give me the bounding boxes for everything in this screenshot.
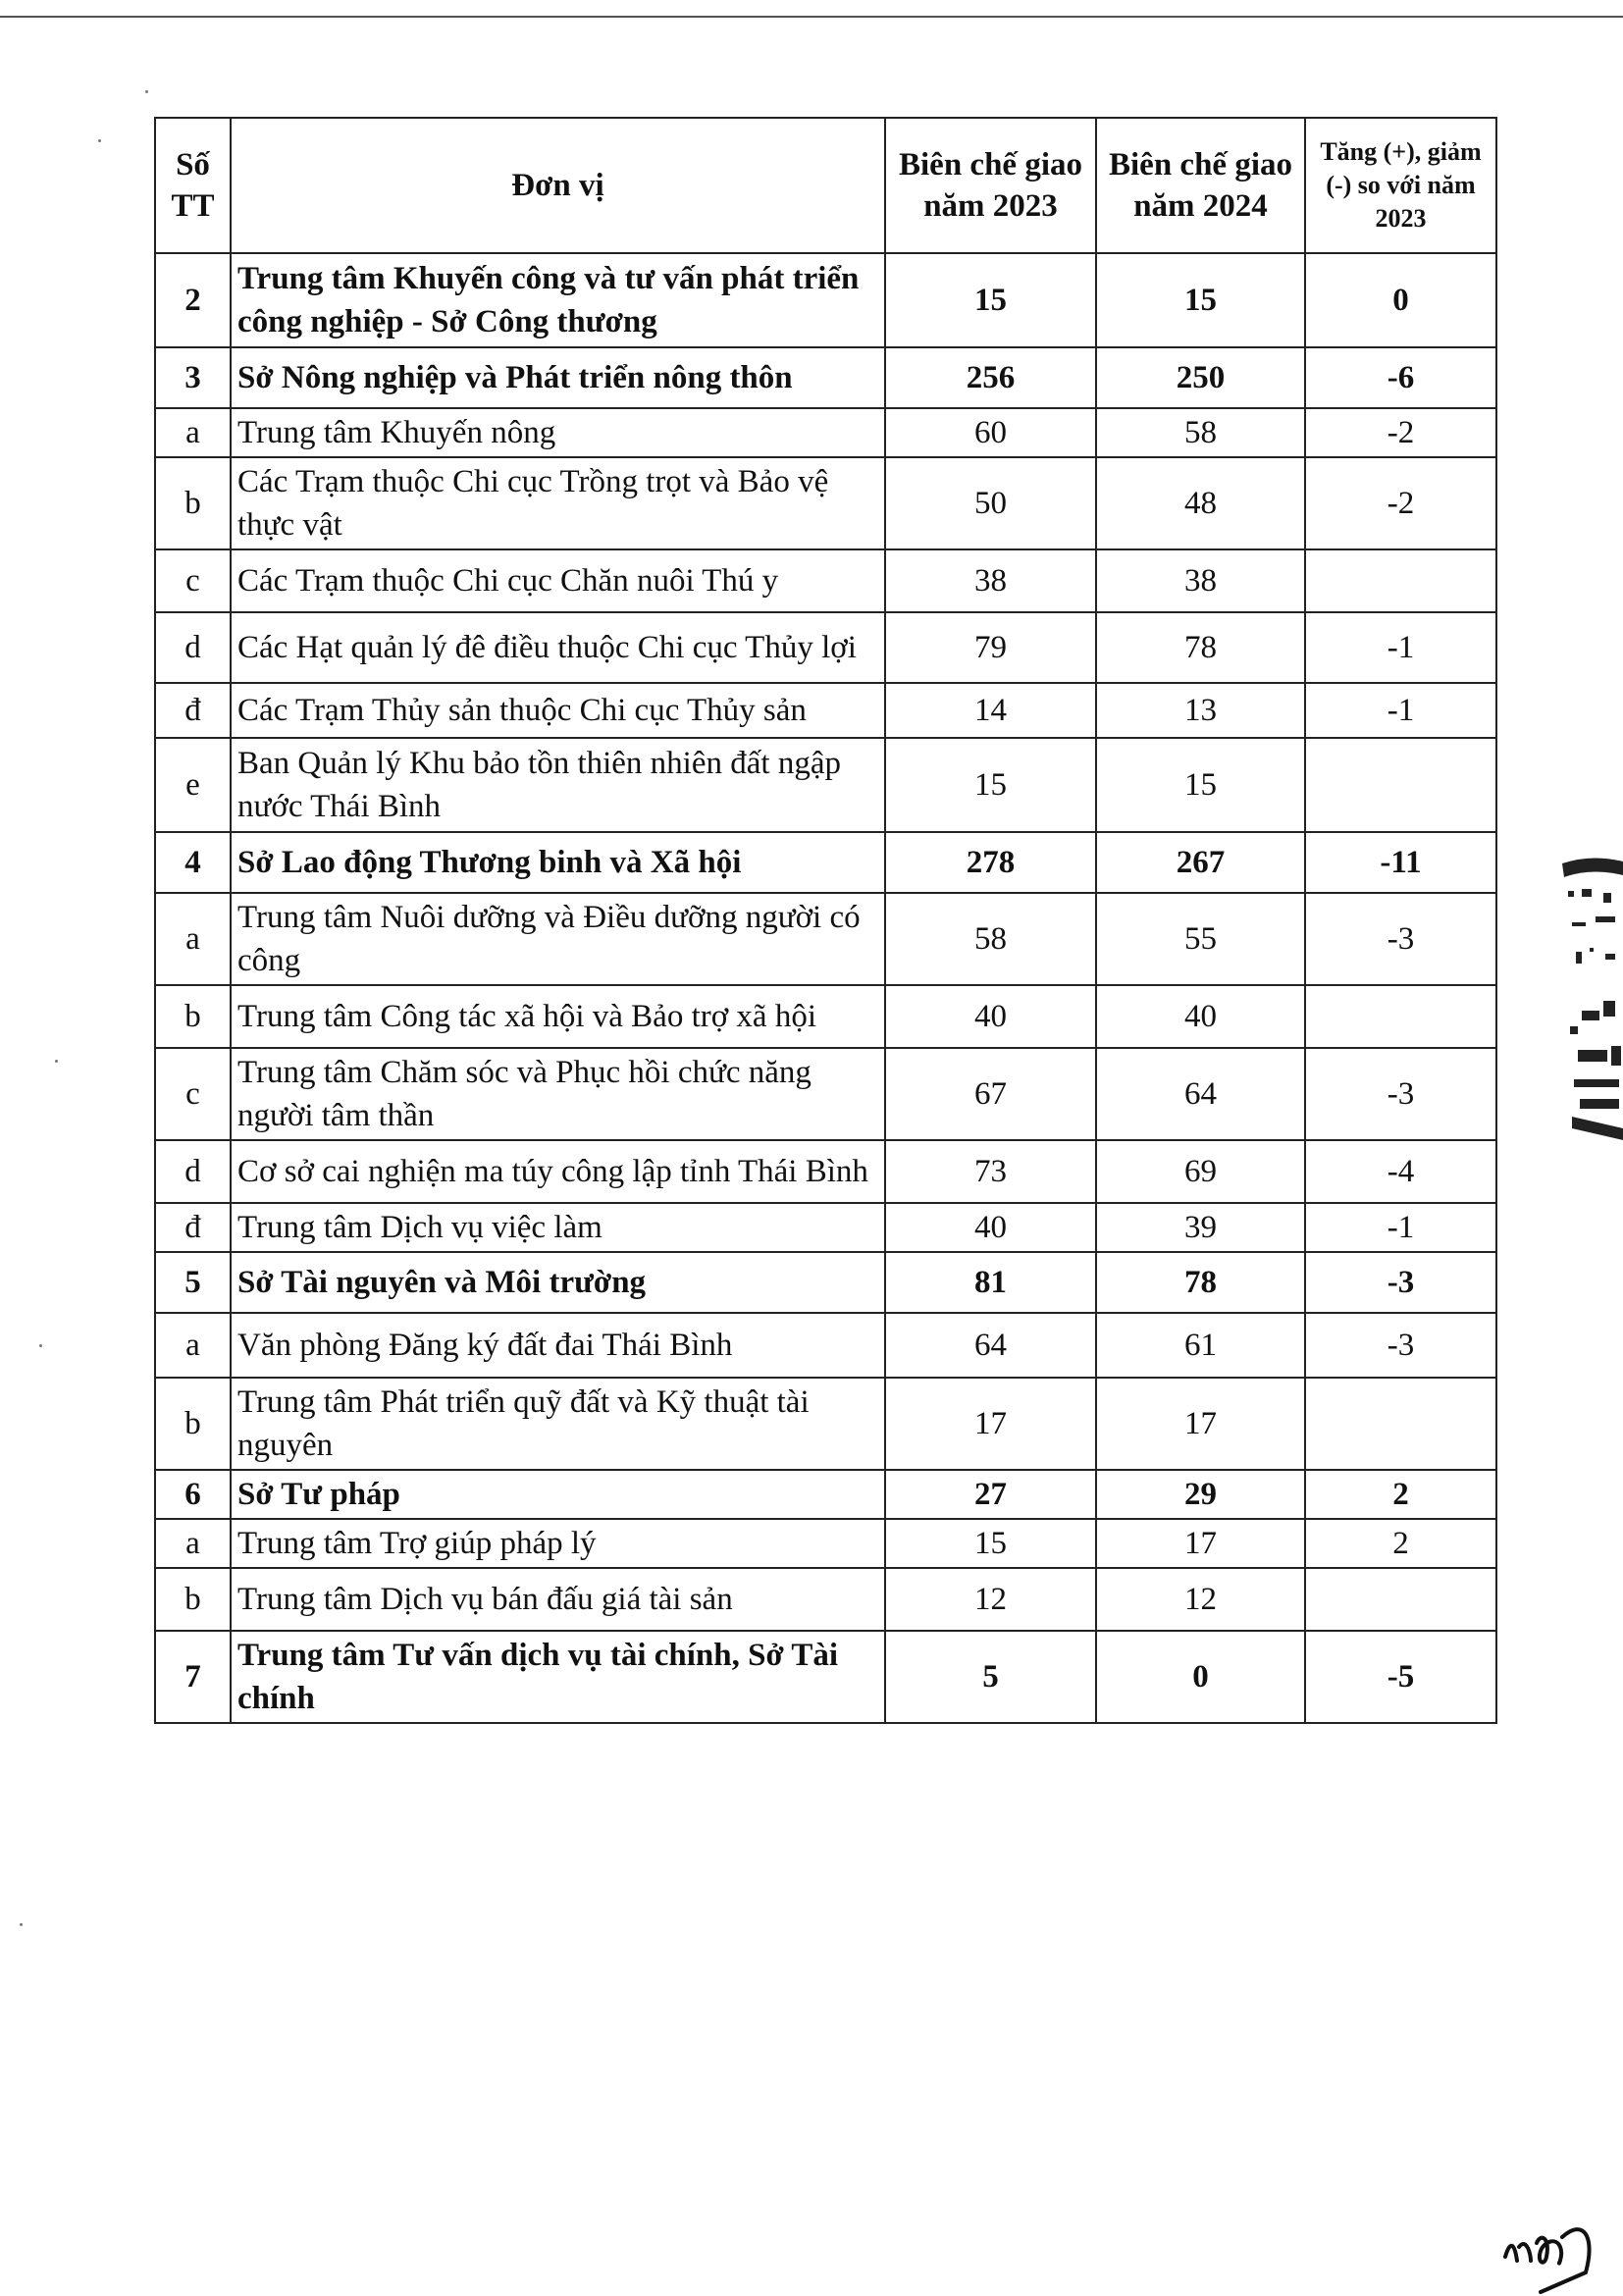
row-number: đ [155,683,231,738]
scan-speck [145,90,148,93]
row-staff-2024: 12 [1096,1568,1305,1631]
row-unit-name: Cơ sở cai nghiện ma túy công lập tỉnh Thái Bình [231,1140,885,1203]
table-row [155,1519,1496,1568]
table-row [155,408,1496,457]
table-row [155,549,1496,612]
table-row [155,457,1496,549]
row-staff-2024: 58 [1096,408,1305,457]
row-unit-name: Trung tâm Phát triển quỹ đất và Kỹ thuật tài nguyên [231,1378,885,1470]
table-row [155,1140,1496,1203]
row-staff-2023: 73 [885,1140,1096,1203]
row-staff-2024: 55 [1096,893,1305,985]
row-unit-name: Ban Quản lý Khu bảo tồn thiên nhiên đất ngập nước Thái Bình [231,738,885,832]
row-change [1305,985,1496,1048]
row-change [1305,1378,1496,1470]
row-unit-name: Trung tâm Trợ giúp pháp lý [231,1519,885,1568]
row-staff-2023: 38 [885,549,1096,612]
row-number: 6 [155,1470,231,1519]
table-row [155,1378,1496,1470]
row-number: c [155,1048,231,1140]
table-row [155,1470,1496,1519]
row-staff-2023: 40 [885,1203,1096,1252]
row-unit-name: Sở Tài nguyên và Môi trường [231,1252,885,1313]
row-staff-2023: 256 [885,347,1096,408]
row-unit-name: Sở Nông nghiệp và Phát triển nông thôn [231,347,885,408]
row-change: -1 [1305,612,1496,683]
row-staff-2024: 15 [1096,738,1305,832]
row-staff-2024: 0 [1096,1631,1305,1723]
row-staff-2023: 50 [885,457,1096,549]
row-staff-2023: 58 [885,893,1096,985]
row-number: đ [155,1203,231,1252]
table-header-row [155,118,1496,253]
row-staff-2023: 67 [885,1048,1096,1140]
row-number: b [155,457,231,549]
row-staff-2023: 81 [885,1252,1096,1313]
row-staff-2024: 15 [1096,253,1305,347]
table-row [155,683,1496,738]
row-unit-name: Trung tâm Công tác xã hội và Bảo trợ xã hội [231,985,885,1048]
row-staff-2024: 13 [1096,683,1305,738]
row-staff-2024: 78 [1096,612,1305,683]
row-change: -4 [1305,1140,1496,1203]
row-unit-name: Trung tâm Tư vấn dịch vụ tài chính, Sở Tài chính [231,1631,885,1723]
row-number: d [155,612,231,683]
row-number: a [155,1313,231,1378]
row-number: 3 [155,347,231,408]
table-row [155,347,1496,408]
row-staff-2024: 17 [1096,1378,1305,1470]
row-change [1305,549,1496,612]
row-number: e [155,738,231,832]
row-change: -6 [1305,347,1496,408]
header-2023: Biên chế giao năm 2023 [885,118,1096,253]
row-number: c [155,549,231,612]
header-unit: Đơn vị [231,118,885,253]
row-change: -1 [1305,1203,1496,1252]
row-unit-name: Các Trạm thuộc Chi cục Trồng trọt và Bảo vệ thực vật [231,457,885,549]
table-row [155,1048,1496,1140]
row-unit-name: Các Trạm Thủy sản thuộc Chi cục Thủy sản [231,683,885,738]
row-staff-2023: 5 [885,1631,1096,1723]
row-number: b [155,985,231,1048]
row-unit-name: Các Hạt quản lý đê điều thuộc Chi cục Thủy lợi [231,612,885,683]
row-number: a [155,408,231,457]
row-unit-name: Trung tâm Khuyến công và tư vấn phát triển công nghiệp - Sở Công thương [231,253,885,347]
scan-speck [55,1060,58,1063]
row-number: b [155,1378,231,1470]
row-number: a [155,893,231,985]
row-change: -2 [1305,457,1496,549]
row-staff-2024: 39 [1096,1203,1305,1252]
top-rule [0,16,1623,18]
row-staff-2024: 78 [1096,1252,1305,1313]
row-change: -5 [1305,1631,1496,1723]
row-change [1305,1568,1496,1631]
row-staff-2024: 61 [1096,1313,1305,1378]
scan-speck [98,139,101,142]
row-unit-name: Trung tâm Nuôi dưỡng và Điều dưỡng người có công [231,893,885,985]
row-staff-2024: 267 [1096,832,1305,893]
row-staff-2023: 15 [885,1519,1096,1568]
row-unit-name: Sở Tư pháp [231,1470,885,1519]
row-change: -3 [1305,893,1496,985]
row-staff-2023: 40 [885,985,1096,1048]
table-row [155,1252,1496,1313]
row-unit-name: Trung tâm Chăm sóc và Phục hồi chức năng người tâm thần [231,1048,885,1140]
row-staff-2024: 17 [1096,1519,1305,1568]
row-number: b [155,1568,231,1631]
row-staff-2023: 12 [885,1568,1096,1631]
table-row [155,985,1496,1048]
row-unit-name: Sở Lao động Thương binh và Xã hội [231,832,885,893]
row-staff-2024: 250 [1096,347,1305,408]
row-change: -1 [1305,683,1496,738]
row-staff-2023: 27 [885,1470,1096,1519]
row-unit-name: Trung tâm Dịch vụ việc làm [231,1203,885,1252]
signature-mark [1501,2178,1623,2296]
row-change: -2 [1305,408,1496,457]
row-staff-2023: 60 [885,408,1096,457]
row-staff-2023: 64 [885,1313,1096,1378]
row-staff-2023: 17 [885,1378,1096,1470]
row-number: d [155,1140,231,1203]
staffing-table [154,117,1497,1724]
table-body [155,253,1496,1723]
row-staff-2024: 48 [1096,457,1305,549]
row-staff-2023: 79 [885,612,1096,683]
row-unit-name: Trung tâm Khuyến nông [231,408,885,457]
table-row [155,832,1496,893]
table-row [155,612,1496,683]
row-number: 4 [155,832,231,893]
row-change [1305,738,1496,832]
table-row [155,1203,1496,1252]
table-row [155,893,1496,985]
red-stamp-fragment [1552,854,1623,1158]
header-2024: Biên chế giao năm 2024 [1096,118,1305,253]
table-row [155,738,1496,832]
row-change: -3 [1305,1313,1496,1378]
row-staff-2024: 69 [1096,1140,1305,1203]
row-change: 2 [1305,1519,1496,1568]
row-staff-2024: 40 [1096,985,1305,1048]
row-staff-2023: 278 [885,832,1096,893]
header-change: Tăng (+), giảm (-) so với năm 2023 [1305,118,1496,253]
table-row [155,1313,1496,1378]
row-change: 0 [1305,253,1496,347]
row-change: -11 [1305,832,1496,893]
row-unit-name: Văn phòng Đăng ký đất đai Thái Bình [231,1313,885,1378]
table-row [155,253,1496,347]
row-staff-2024: 38 [1096,549,1305,612]
row-staff-2023: 15 [885,253,1096,347]
row-number: a [155,1519,231,1568]
scan-speck [39,1344,42,1347]
row-number: 2 [155,253,231,347]
row-change: -3 [1305,1252,1496,1313]
row-staff-2023: 15 [885,738,1096,832]
row-unit-name: Trung tâm Dịch vụ bán đấu giá tài sản [231,1568,885,1631]
row-staff-2024: 64 [1096,1048,1305,1140]
row-number: 7 [155,1631,231,1723]
row-staff-2024: 29 [1096,1470,1305,1519]
row-change: -3 [1305,1048,1496,1140]
table-row [155,1631,1496,1723]
row-number: 5 [155,1252,231,1313]
row-change: 2 [1305,1470,1496,1519]
table-row [155,1568,1496,1631]
row-staff-2023: 14 [885,683,1096,738]
row-unit-name: Các Trạm thuộc Chi cục Chăn nuôi Thú y [231,549,885,612]
scan-speck [20,1923,23,1926]
header-no: Số TT [155,118,231,253]
